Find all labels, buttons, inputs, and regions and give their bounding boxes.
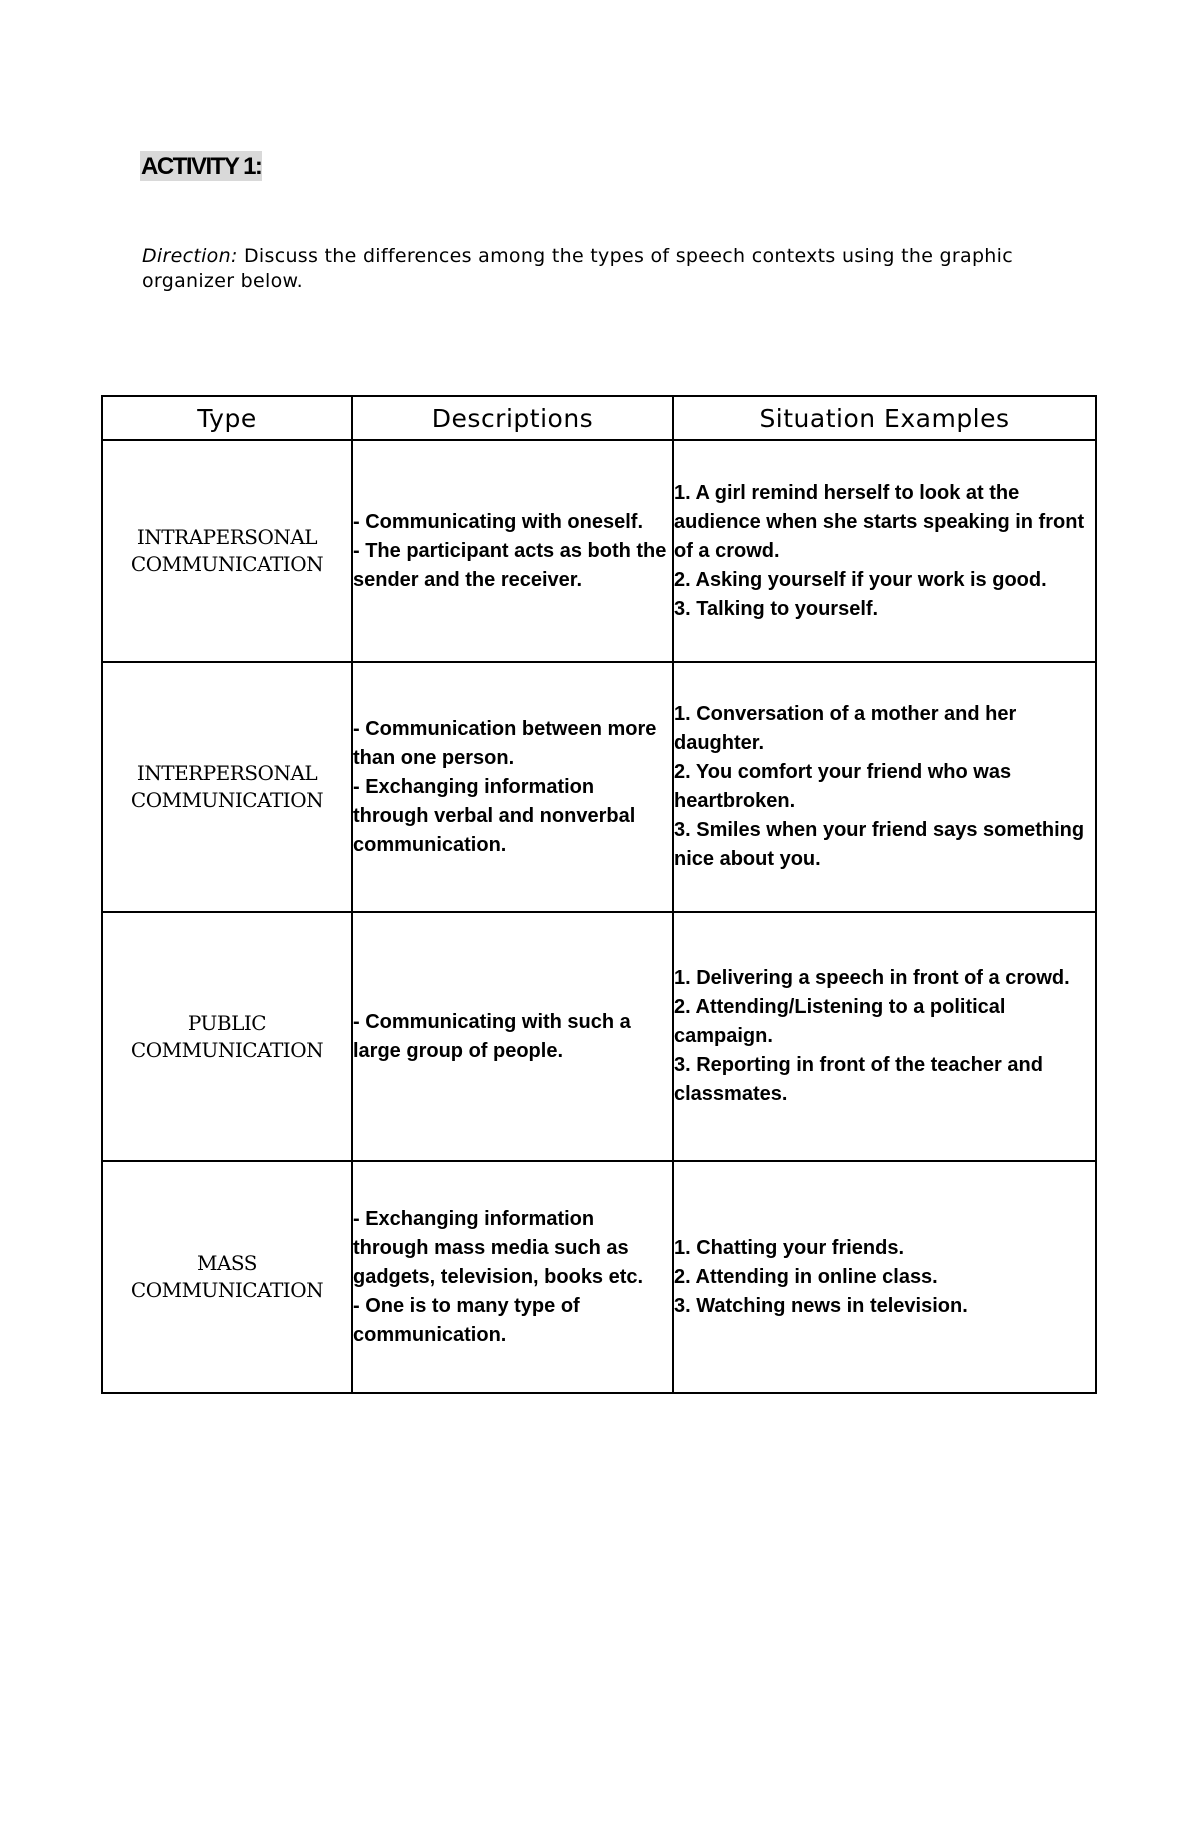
description-line: - The participant acts as both the sender and the receiver. — [353, 539, 667, 591]
example-line: 3. Watching news in television. — [674, 1294, 968, 1317]
description-line: - Exchanging information through verbal and nonverbal communication. — [353, 775, 636, 856]
example-line: 1. A girl remind herself to look at the audience when she starts speaking in front of a crowd. — [674, 481, 1085, 562]
type-line: INTRAPERSONAL — [136, 525, 318, 549]
example-cell — [673, 1161, 1096, 1393]
table-row — [102, 440, 1096, 662]
table-header-row — [102, 396, 1096, 440]
example-line: 3. Reporting in front of the teacher and classmates. — [674, 1054, 1043, 1105]
type-cell — [102, 1161, 352, 1393]
type-line: COMMUNICATION — [130, 552, 324, 576]
description-cell — [352, 440, 673, 662]
description-line: - One is to many type of communication. — [353, 1294, 580, 1346]
type-cell — [102, 662, 352, 912]
example-line: 2. Asking yourself if your work is good. — [674, 568, 1047, 591]
description-cell — [352, 1161, 673, 1393]
header-situation-examples: Situation Examples — [673, 396, 1096, 440]
example-cell — [673, 912, 1096, 1161]
activity-title-text: ACTIVITY 1: — [141, 153, 262, 180]
description-cell — [352, 662, 673, 912]
example-line: 2. Attending in online class. — [674, 1265, 938, 1288]
type-line: COMMUNICATION — [130, 1037, 324, 1062]
type-line: COMMUNICATION — [130, 788, 324, 812]
activity-title — [140, 153, 262, 181]
header-type: Type — [102, 396, 352, 440]
example-line: 2. Attending/Listening to a political campaign. — [674, 996, 1006, 1047]
type-cell — [102, 440, 352, 662]
type-line: INTERPERSONAL — [136, 761, 318, 785]
example-line: 1. Delivering a speech in front of a crowd. — [674, 967, 1070, 989]
table-row — [102, 1161, 1096, 1393]
direction-label: Direction: — [142, 245, 238, 267]
table-row — [102, 912, 1096, 1161]
description-line: - Communicating with oneself. — [353, 510, 644, 533]
example-cell — [673, 662, 1096, 912]
type-cell — [102, 912, 352, 1161]
example-line: 1. Chatting your friends. — [674, 1236, 905, 1259]
header-descriptions: Descriptions — [352, 396, 673, 440]
example-line: 3. Talking to yourself. — [674, 597, 879, 620]
example-line: 2. You comfort your friend who was heartbroken. — [674, 761, 1012, 812]
example-line: 3. Smiles when your friend says something nice about you. — [674, 819, 1085, 870]
direction-text: Discuss the differences among the types of speech contexts using the graphic organizer below. — [142, 245, 1013, 292]
direction-paragraph — [142, 244, 1042, 294]
example-cell — [673, 440, 1096, 662]
description-cell — [352, 912, 673, 1161]
description-line: - Communicating with such a large group of people. — [353, 1010, 631, 1062]
type-line: COMMUNICATION — [130, 1278, 324, 1302]
table-row — [102, 662, 1096, 912]
description-line: - Communication between more than one person. — [353, 717, 657, 769]
type-line: PUBLIC — [187, 1010, 267, 1035]
example-line: 1. Conversation of a mother and her daughter. — [674, 703, 1017, 754]
graphic-organizer-table — [101, 395, 1097, 1394]
type-line: MASS — [197, 1251, 257, 1275]
description-line: - Exchanging information through mass media such as gadgets, television, books etc. — [353, 1207, 644, 1288]
